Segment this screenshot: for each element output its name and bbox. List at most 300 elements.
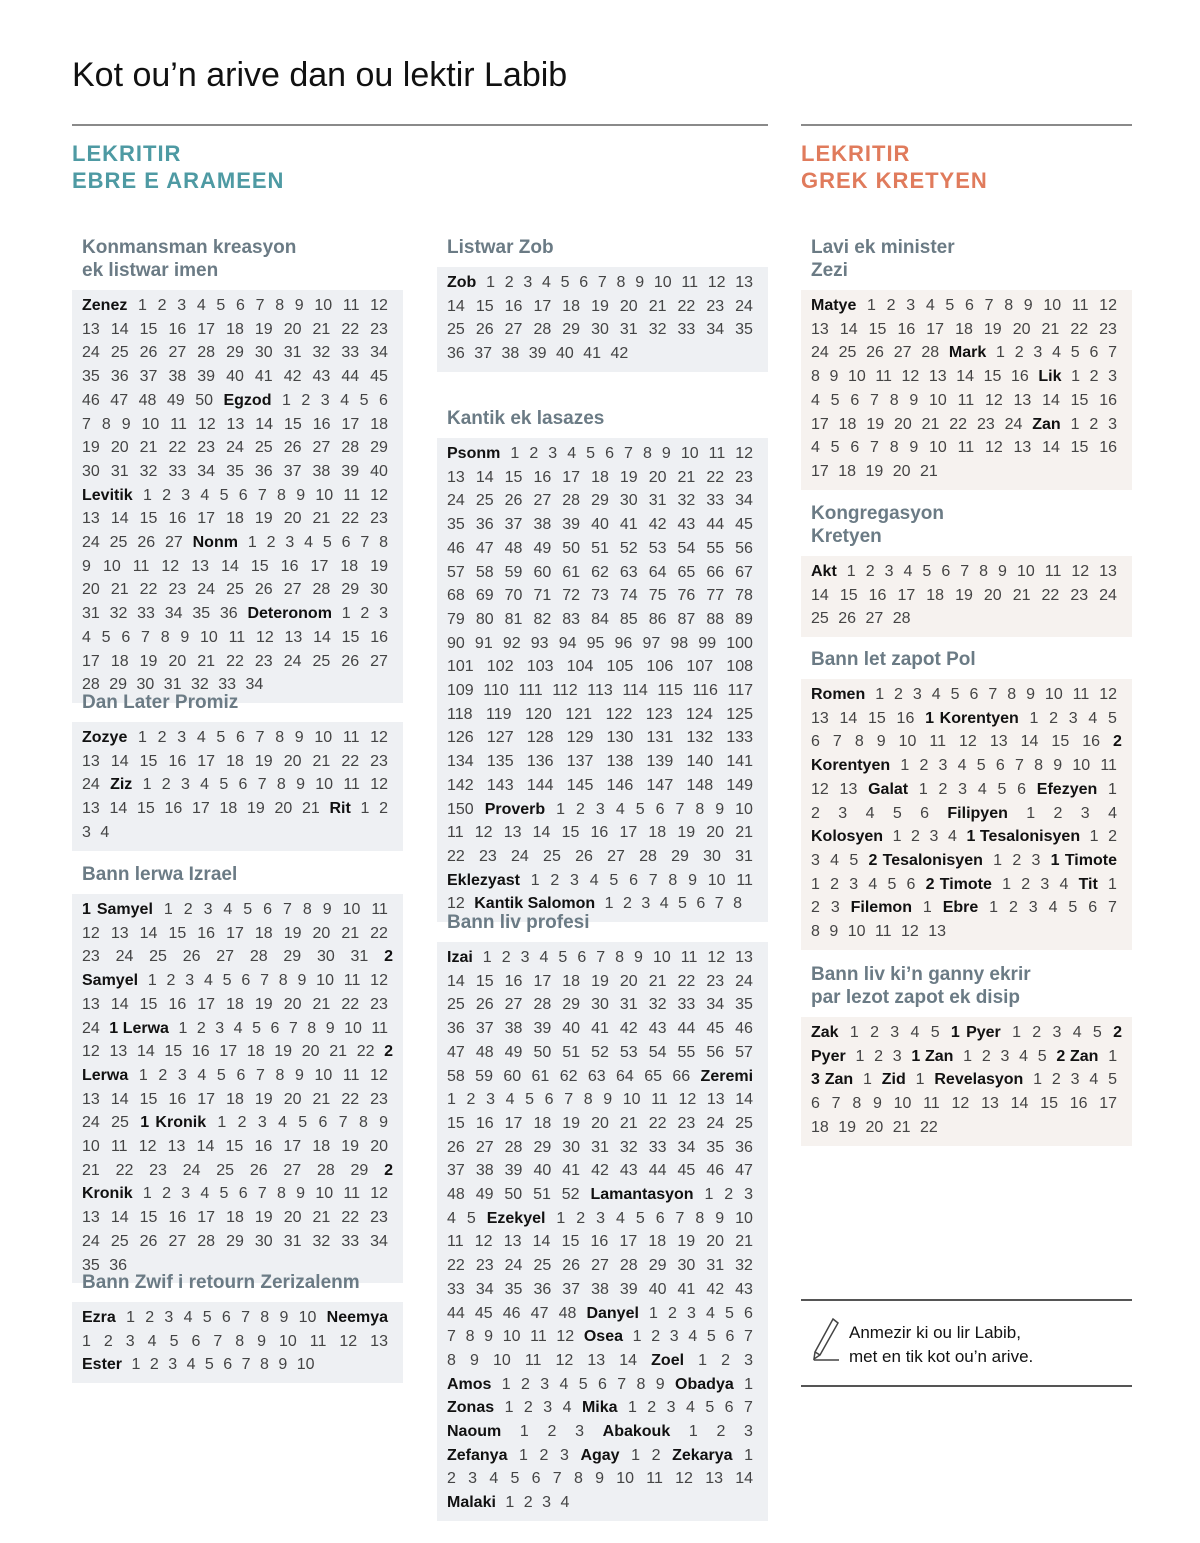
chapter-checkbox[interactable]: 2	[938, 780, 948, 798]
chapter-checkbox[interactable]: 1	[632, 1328, 642, 1346]
chapter-checkbox[interactable]: 13	[981, 1095, 999, 1113]
chapter-checkbox[interactable]: 14	[1010, 1095, 1029, 1113]
chapter-checkbox[interactable]: 3	[1108, 368, 1117, 386]
chapter-checkbox[interactable]: 23	[82, 948, 100, 966]
chapter-checkbox[interactable]: 6	[920, 804, 930, 822]
chapter-checkbox[interactable]: 3	[1108, 415, 1117, 433]
chapter-checkbox[interactable]: 9	[294, 1066, 304, 1084]
chapter-checkbox[interactable]: 1	[217, 1114, 227, 1132]
chapter-checkbox[interactable]: 22	[139, 581, 158, 599]
chapter-checkbox[interactable]: 11	[1072, 686, 1090, 703]
chapter-checkbox[interactable]: 1	[996, 344, 1005, 362]
chapter-checkbox[interactable]: 30	[136, 676, 155, 694]
chapter-checkbox[interactable]: 28	[197, 344, 216, 362]
chapter-checkbox[interactable]: 8	[695, 800, 705, 818]
chapter-checkbox[interactable]: 1	[1026, 804, 1036, 822]
chapter-checkbox[interactable]: 142	[447, 776, 474, 794]
chapter-checkbox[interactable]: 13	[735, 274, 754, 291]
chapter-checkbox[interactable]: 3	[884, 563, 894, 580]
chapter-checkbox[interactable]: 12	[555, 1351, 574, 1369]
chapter-checkbox[interactable]: 4	[931, 686, 941, 703]
chapter-checkbox[interactable]: 8	[583, 1091, 593, 1109]
chapter-checkbox[interactable]: 7	[213, 1332, 223, 1350]
chapter-checkbox[interactable]: 133	[726, 729, 754, 747]
chapter-checkbox[interactable]: 25	[149, 948, 167, 966]
chapter-checkbox[interactable]: 7	[832, 733, 842, 751]
chapter-checkbox[interactable]: 23	[168, 581, 187, 599]
chapter-checkbox[interactable]: 32	[312, 344, 331, 362]
chapter-checkbox[interactable]: 14	[839, 709, 858, 727]
chapter-checkbox[interactable]: 16	[1082, 733, 1101, 751]
chapter-checkbox[interactable]: 1	[1070, 415, 1080, 433]
chapter-checkbox[interactable]: 52	[561, 1186, 580, 1204]
chapter-checkbox[interactable]: 3	[1070, 1071, 1080, 1089]
chapter-checkbox[interactable]: 3	[830, 899, 840, 917]
chapter-checkbox[interactable]: 1	[1012, 1024, 1021, 1041]
chapter-checkbox[interactable]: 14	[475, 468, 494, 486]
chapter-checkbox[interactable]: 113	[587, 682, 613, 700]
chapter-checkbox[interactable]: 3	[543, 1399, 553, 1417]
chapter-checkbox[interactable]: 1	[744, 1375, 753, 1393]
chapter-checkbox[interactable]: 23	[976, 415, 995, 433]
chapter-checkbox[interactable]: 28	[892, 610, 911, 628]
chapter-checkbox[interactable]: 5	[298, 1114, 308, 1132]
chapter-checkbox[interactable]: 6	[121, 628, 131, 646]
chapter-checkbox[interactable]: 10	[898, 733, 917, 751]
chapter-checkbox[interactable]: 7	[255, 729, 265, 746]
chapter-checkbox[interactable]: 2	[1108, 828, 1118, 846]
chapter-checkbox[interactable]: 70	[504, 587, 523, 605]
chapter-checkbox[interactable]: 6	[544, 1091, 554, 1109]
chapter-checkbox[interactable]: 28	[562, 492, 581, 510]
chapter-checkbox[interactable]: 5	[1092, 1024, 1102, 1041]
chapter-checkbox[interactable]: 17	[504, 1114, 523, 1132]
chapter-checkbox[interactable]: 12	[255, 628, 274, 646]
chapter-checkbox[interactable]: 8	[889, 439, 899, 457]
chapter-checkbox[interactable]: 60	[533, 563, 552, 581]
chapter-checkbox[interactable]: 22	[677, 972, 696, 990]
chapter-checkbox[interactable]: 12	[447, 895, 465, 913]
chapter-checkbox[interactable]: 16	[1099, 439, 1118, 457]
chapter-checkbox[interactable]: 3	[890, 1024, 900, 1041]
chapter-checkbox[interactable]: 9	[294, 729, 304, 746]
chapter-checkbox[interactable]: 6	[1017, 780, 1027, 798]
chapter-checkbox[interactable]: 22	[447, 847, 465, 865]
chapter-checkbox[interactable]: 1	[1108, 1047, 1118, 1065]
chapter-checkbox[interactable]: 22	[341, 510, 360, 528]
chapter-checkbox[interactable]: 45	[735, 516, 753, 534]
chapter-checkbox[interactable]: 53	[648, 539, 667, 557]
chapter-checkbox[interactable]: 18	[811, 1118, 829, 1136]
chapter-checkbox[interactable]: 16	[504, 297, 523, 315]
chapter-checkbox[interactable]: 16	[168, 995, 187, 1013]
chapter-checkbox[interactable]: 21	[892, 1118, 911, 1136]
chapter-checkbox[interactable]: 23	[735, 468, 753, 486]
chapter-checkbox[interactable]: 22	[341, 320, 360, 338]
chapter-checkbox[interactable]: 8	[616, 274, 626, 291]
chapter-checkbox[interactable]: 1	[863, 1071, 872, 1089]
chapter-checkbox[interactable]: 15	[250, 557, 269, 575]
chapter-checkbox[interactable]: 3	[938, 757, 948, 775]
chapter-checkbox[interactable]: 5	[252, 1019, 261, 1037]
chapter-checkbox[interactable]: 32	[677, 492, 696, 510]
chapter-checkbox[interactable]: 3	[203, 901, 213, 918]
chapter-checkbox[interactable]: 41	[562, 1162, 581, 1180]
chapter-checkbox[interactable]: 29	[283, 948, 302, 966]
chapter-checkbox[interactable]: 40	[226, 368, 244, 386]
chapter-checkbox[interactable]: 46	[502, 1304, 521, 1322]
chapter-checkbox[interactable]: 17	[197, 1090, 216, 1108]
chapter-checkbox[interactable]: 2	[547, 1423, 557, 1441]
chapter-checkbox[interactable]: 39	[562, 516, 581, 534]
chapter-checkbox[interactable]: 13	[1013, 439, 1032, 457]
chapter-checkbox[interactable]: 16	[164, 800, 183, 818]
chapter-checkbox[interactable]: 14	[110, 1209, 129, 1227]
chapter-checkbox[interactable]: 54	[648, 1043, 667, 1061]
chapter-checkbox[interactable]: 39	[197, 368, 216, 386]
chapter-checkbox[interactable]: 2	[501, 949, 511, 966]
chapter-checkbox[interactable]: 26	[866, 344, 884, 362]
chapter-checkbox[interactable]: 8	[447, 1351, 456, 1369]
chapter-checkbox[interactable]: 97	[642, 634, 661, 652]
chapter-checkbox[interactable]: 37	[447, 1162, 465, 1180]
chapter-checkbox[interactable]: 122	[605, 705, 633, 723]
chapter-checkbox[interactable]: 7	[988, 686, 998, 703]
chapter-checkbox[interactable]: 5	[705, 1399, 715, 1417]
chapter-checkbox[interactable]: 23	[479, 847, 497, 865]
chapter-checkbox[interactable]: 5	[1068, 899, 1078, 917]
chapter-checkbox[interactable]: 11	[524, 1351, 542, 1369]
chapter-checkbox[interactable]: 24	[82, 1114, 100, 1132]
chapter-checkbox[interactable]: 63	[619, 563, 638, 581]
chapter-checkbox[interactable]: 12	[474, 1233, 493, 1251]
chapter-checkbox[interactable]: 30	[591, 996, 609, 1014]
chapter-checkbox[interactable]: 50	[562, 539, 581, 557]
chapter-checkbox[interactable]: 3	[849, 875, 859, 893]
chapter-checkbox[interactable]: 36	[447, 345, 465, 363]
chapter-checkbox[interactable]: 9	[829, 923, 839, 941]
chapter-checkbox[interactable]: 18	[226, 510, 244, 528]
chapter-checkbox[interactable]: 10	[314, 1066, 333, 1084]
chapter-checkbox[interactable]: 16	[280, 557, 299, 575]
chapter-checkbox[interactable]: 7	[241, 1356, 251, 1374]
chapter-checkbox[interactable]: 10	[929, 391, 947, 409]
chapter-checkbox[interactable]: 25	[254, 439, 273, 457]
chapter-checkbox[interactable]: 40	[370, 462, 388, 480]
chapter-checkbox[interactable]: 102	[486, 658, 514, 676]
chapter-checkbox[interactable]: 15	[341, 628, 360, 646]
chapter-checkbox[interactable]: 85	[619, 610, 638, 628]
chapter-checkbox[interactable]: 21	[82, 1161, 100, 1179]
chapter-checkbox[interactable]: 19	[591, 297, 609, 315]
chapter-checkbox[interactable]: 4	[200, 776, 210, 794]
chapter-checkbox[interactable]: 20	[1012, 320, 1031, 338]
chapter-checkbox[interactable]: 11	[170, 415, 187, 433]
chapter-checkbox[interactable]: 44	[706, 516, 725, 534]
chapter-checkbox[interactable]: 4	[560, 1494, 570, 1512]
chapter-checkbox[interactable]: 15	[475, 972, 494, 990]
chapter-checkbox[interactable]: 22	[341, 1090, 360, 1108]
chapter-checkbox[interactable]: 1	[147, 972, 157, 990]
chapter-checkbox[interactable]: 16	[254, 1138, 273, 1156]
chapter-checkbox[interactable]: 17	[197, 752, 216, 770]
chapter-checkbox[interactable]: 1	[649, 1304, 658, 1322]
chapter-checkbox[interactable]: 8	[260, 1356, 269, 1374]
chapter-checkbox[interactable]: 29	[226, 1232, 244, 1250]
chapter-checkbox[interactable]: 31	[163, 676, 182, 694]
chapter-checkbox[interactable]: 2	[301, 391, 311, 409]
chapter-checkbox[interactable]: 4	[278, 1114, 287, 1132]
chapter-checkbox[interactable]: 5	[204, 1356, 214, 1374]
chapter-checkbox[interactable]: 11	[371, 1019, 388, 1037]
chapter-checkbox[interactable]: 24	[504, 1257, 523, 1275]
chapter-checkbox[interactable]: 17	[197, 1209, 216, 1227]
chapter-checkbox[interactable]: 78	[735, 587, 753, 605]
chapter-checkbox[interactable]: 20	[619, 972, 638, 990]
chapter-checkbox[interactable]: 17	[533, 297, 552, 315]
chapter-checkbox[interactable]: 16	[370, 628, 389, 646]
chapter-checkbox[interactable]: 42	[619, 1020, 638, 1038]
chapter-checkbox[interactable]: 8	[811, 368, 820, 386]
chapter-checkbox[interactable]: 4	[340, 391, 350, 409]
chapter-checkbox[interactable]: 3	[958, 780, 968, 798]
chapter-checkbox[interactable]: 14	[956, 368, 975, 386]
chapter-checkbox[interactable]: 1	[918, 780, 928, 798]
chapter-checkbox[interactable]: 99	[698, 634, 717, 652]
chapter-checkbox[interactable]: 13	[82, 752, 100, 770]
chapter-checkbox[interactable]: 20	[283, 320, 302, 338]
chapter-checkbox[interactable]: 2	[1032, 1024, 1042, 1041]
chapter-checkbox[interactable]: 27	[504, 321, 523, 339]
chapter-checkbox[interactable]: 48	[558, 1304, 577, 1322]
chapter-checkbox[interactable]: 96	[614, 634, 633, 652]
chapter-checkbox[interactable]: 19	[838, 1118, 857, 1136]
chapter-checkbox[interactable]: 4	[82, 628, 91, 646]
chapter-checkbox[interactable]: 19	[591, 972, 609, 990]
chapter-checkbox[interactable]: 24	[82, 776, 100, 794]
chapter-checkbox[interactable]: 6	[236, 297, 245, 314]
chapter-checkbox[interactable]: 14	[735, 1470, 754, 1488]
chapter-checkbox[interactable]: 18	[226, 1209, 244, 1227]
chapter-checkbox[interactable]: 36	[533, 1280, 552, 1298]
chapter-checkbox[interactable]: 13	[82, 320, 100, 338]
chapter-checkbox[interactable]: 2	[447, 1470, 456, 1488]
chapter-checkbox[interactable]: 114	[622, 682, 648, 700]
chapter-checkbox[interactable]: 2	[1008, 899, 1018, 917]
chapter-checkbox[interactable]: 34	[706, 321, 725, 339]
chapter-checkbox[interactable]: 2	[811, 804, 820, 822]
chapter-checkbox[interactable]: 11	[342, 1066, 360, 1084]
chapter-checkbox[interactable]: 14	[255, 415, 274, 433]
chapter-checkbox[interactable]: 10	[296, 1356, 315, 1374]
chapter-checkbox[interactable]: 10	[893, 1095, 912, 1113]
chapter-checkbox[interactable]: 48	[504, 539, 523, 557]
chapter-checkbox[interactable]: 3	[596, 1209, 606, 1227]
chapter-checkbox[interactable]: 5	[950, 686, 960, 703]
chapter-checkbox[interactable]: 25	[226, 581, 244, 599]
chapter-checkbox[interactable]: 80	[475, 610, 494, 628]
chapter-checkbox[interactable]: 23	[706, 972, 725, 990]
chapter-checkbox[interactable]: 38	[501, 345, 520, 363]
chapter-checkbox[interactable]: 5	[510, 1470, 520, 1488]
chapter-checkbox[interactable]: 22	[356, 1043, 375, 1061]
chapter-checkbox[interactable]: 46	[82, 391, 100, 409]
chapter-checkbox[interactable]: 8	[276, 776, 286, 794]
chapter-checkbox[interactable]: 9	[469, 1351, 479, 1369]
chapter-checkbox[interactable]: 12	[735, 445, 754, 462]
chapter-checkbox[interactable]: 5	[976, 757, 986, 775]
chapter-checkbox[interactable]: 47	[110, 391, 129, 409]
chapter-checkbox[interactable]: 22	[920, 1118, 938, 1136]
chapter-checkbox[interactable]: 12	[984, 439, 1003, 457]
chapter-checkbox[interactable]: 2	[183, 901, 193, 918]
chapter-checkbox[interactable]: 12	[370, 776, 389, 794]
chapter-checkbox[interactable]: 18	[648, 824, 667, 842]
chapter-checkbox[interactable]: 6	[598, 1375, 607, 1393]
chapter-checkbox[interactable]: 15	[983, 368, 1002, 386]
chapter-checkbox[interactable]: 5	[219, 486, 229, 504]
chapter-checkbox[interactable]: 20	[648, 468, 667, 486]
chapter-checkbox[interactable]: 23	[370, 752, 388, 770]
chapter-checkbox[interactable]: 6	[191, 1332, 201, 1350]
chapter-checkbox[interactable]: 1	[989, 899, 999, 917]
chapter-checkbox[interactable]: 19	[619, 468, 638, 486]
chapter-checkbox[interactable]: 11	[343, 972, 361, 990]
chapter-checkbox[interactable]: 29	[350, 1161, 369, 1179]
chapter-checkbox[interactable]: 30	[316, 948, 335, 966]
chapter-checkbox[interactable]: 15	[139, 320, 158, 338]
chapter-checkbox[interactable]: 15	[868, 709, 886, 727]
chapter-checkbox[interactable]: 2	[651, 1446, 661, 1464]
chapter-checkbox[interactable]: 84	[591, 610, 609, 628]
chapter-checkbox[interactable]: 15	[139, 510, 158, 528]
chapter-checkbox[interactable]: 7	[744, 1328, 753, 1346]
chapter-checkbox[interactable]: 21	[312, 320, 331, 338]
chapter-checkbox[interactable]: 58	[475, 563, 494, 581]
chapter-checkbox[interactable]: 6	[995, 757, 1005, 775]
chapter-checkbox[interactable]: 13	[1099, 563, 1117, 580]
chapter-checkbox[interactable]: 10	[279, 1332, 297, 1350]
chapter-checkbox[interactable]: 6	[811, 733, 820, 751]
chapter-checkbox[interactable]: 27	[533, 492, 552, 510]
chapter-checkbox[interactable]: 6	[531, 1470, 541, 1488]
chapter-checkbox[interactable]: 81	[504, 610, 523, 628]
chapter-checkbox[interactable]: 2	[668, 1304, 677, 1322]
chapter-checkbox[interactable]: 28	[533, 321, 552, 339]
chapter-checkbox[interactable]: 27	[893, 344, 912, 362]
chapter-checkbox[interactable]: 49	[475, 1186, 494, 1204]
chapter-checkbox[interactable]: 5	[101, 628, 111, 646]
chapter-checkbox[interactable]: 2	[539, 1446, 549, 1464]
chapter-checkbox[interactable]: 6	[724, 1399, 734, 1417]
chapter-checkbox[interactable]: 14	[532, 824, 551, 842]
chapter-checkbox[interactable]: 11	[447, 1233, 464, 1251]
chapter-checkbox[interactable]: 33	[341, 344, 360, 362]
chapter-checkbox[interactable]: 1	[900, 757, 910, 775]
chapter-checkbox[interactable]: 26	[838, 610, 857, 628]
chapter-checkbox[interactable]: 21	[312, 995, 331, 1013]
chapter-checkbox[interactable]: 29	[562, 321, 581, 339]
chapter-checkbox[interactable]: 46	[706, 1162, 725, 1180]
chapter-checkbox[interactable]: 30	[370, 581, 388, 599]
chapter-checkbox[interactable]: 1	[138, 1066, 148, 1084]
chapter-checkbox[interactable]: 20	[283, 510, 302, 528]
chapter-checkbox[interactable]: 15	[164, 1043, 183, 1061]
chapter-checkbox[interactable]: 15	[1051, 733, 1070, 751]
chapter-checkbox[interactable]: 34	[164, 605, 183, 623]
chapter-checkbox[interactable]: 14	[110, 320, 129, 338]
chapter-checkbox[interactable]: 26	[139, 344, 158, 362]
chapter-checkbox[interactable]: 19	[139, 652, 158, 670]
chapter-checkbox[interactable]: 36	[109, 1256, 128, 1274]
chapter-checkbox[interactable]: 1	[556, 800, 566, 818]
chapter-checkbox[interactable]: 4	[200, 486, 210, 504]
chapter-checkbox[interactable]: 7	[360, 534, 370, 552]
chapter-checkbox[interactable]: 15	[839, 586, 858, 604]
chapter-checkbox[interactable]: 8	[573, 1470, 583, 1488]
chapter-checkbox[interactable]: 1	[486, 274, 495, 291]
chapter-checkbox[interactable]: 17	[197, 320, 216, 338]
chapter-checkbox[interactable]: 24	[447, 492, 465, 510]
chapter-checkbox[interactable]: 95	[586, 634, 605, 652]
chapter-checkbox[interactable]: 7	[257, 1185, 267, 1203]
chapter-checkbox[interactable]: 90	[447, 634, 465, 652]
chapter-checkbox[interactable]: 19	[677, 1233, 696, 1251]
chapter-checkbox[interactable]: 16	[1011, 368, 1029, 386]
chapter-checkbox[interactable]: 14	[109, 800, 128, 818]
chapter-checkbox[interactable]: 5	[830, 439, 840, 457]
chapter-checkbox[interactable]: 100	[726, 634, 753, 652]
chapter-checkbox[interactable]: 41	[591, 1020, 609, 1038]
chapter-checkbox[interactable]: 94	[558, 634, 577, 652]
chapter-checkbox[interactable]: 10	[847, 368, 866, 386]
chapter-checkbox[interactable]: 13	[284, 628, 303, 646]
chapter-checkbox[interactable]: 24	[197, 581, 216, 599]
chapter-checkbox[interactable]: 14	[447, 297, 465, 315]
chapter-checkbox[interactable]: 13	[226, 415, 245, 433]
chapter-checkbox[interactable]: 4	[1108, 804, 1117, 822]
chapter-checkbox[interactable]: 3	[215, 1019, 225, 1037]
chapter-checkbox[interactable]: 5	[216, 297, 226, 314]
chapter-checkbox[interactable]: 3	[185, 972, 195, 990]
chapter-checkbox[interactable]: 110	[483, 682, 509, 700]
chapter-checkbox[interactable]: 19	[955, 586, 973, 604]
chapter-checkbox[interactable]: 20	[865, 1118, 884, 1136]
chapter-checkbox[interactable]: 32	[109, 605, 128, 623]
chapter-checkbox[interactable]: 6	[965, 297, 974, 314]
chapter-checkbox[interactable]: 3	[575, 1423, 584, 1441]
chapter-checkbox[interactable]: 2	[523, 1494, 533, 1512]
chapter-checkbox[interactable]: 21	[139, 439, 158, 457]
chapter-checkbox[interactable]: 6	[605, 445, 614, 462]
chapter-checkbox[interactable]: 20	[301, 1043, 320, 1061]
chapter-checkbox[interactable]: 21	[1012, 586, 1031, 604]
chapter-checkbox[interactable]: 16	[896, 709, 915, 727]
chapter-checkbox[interactable]: 33	[706, 492, 725, 510]
chapter-checkbox[interactable]: 14	[110, 995, 129, 1013]
chapter-checkbox[interactable]: 4	[811, 439, 820, 457]
chapter-checkbox[interactable]: 10	[653, 274, 672, 291]
chapter-checkbox[interactable]: 3	[559, 1446, 569, 1464]
chapter-checkbox[interactable]: 2	[919, 757, 929, 775]
chapter-checkbox[interactable]: 7	[257, 486, 267, 504]
chapter-checkbox[interactable]: 4	[903, 563, 913, 580]
chapter-checkbox[interactable]: 5	[525, 1091, 535, 1109]
chapter-checkbox[interactable]: 62	[591, 563, 609, 581]
chapter-checkbox[interactable]: 12	[678, 1091, 697, 1109]
chapter-checkbox[interactable]: 3	[838, 804, 848, 822]
chapter-checkbox[interactable]: 10	[102, 557, 121, 575]
